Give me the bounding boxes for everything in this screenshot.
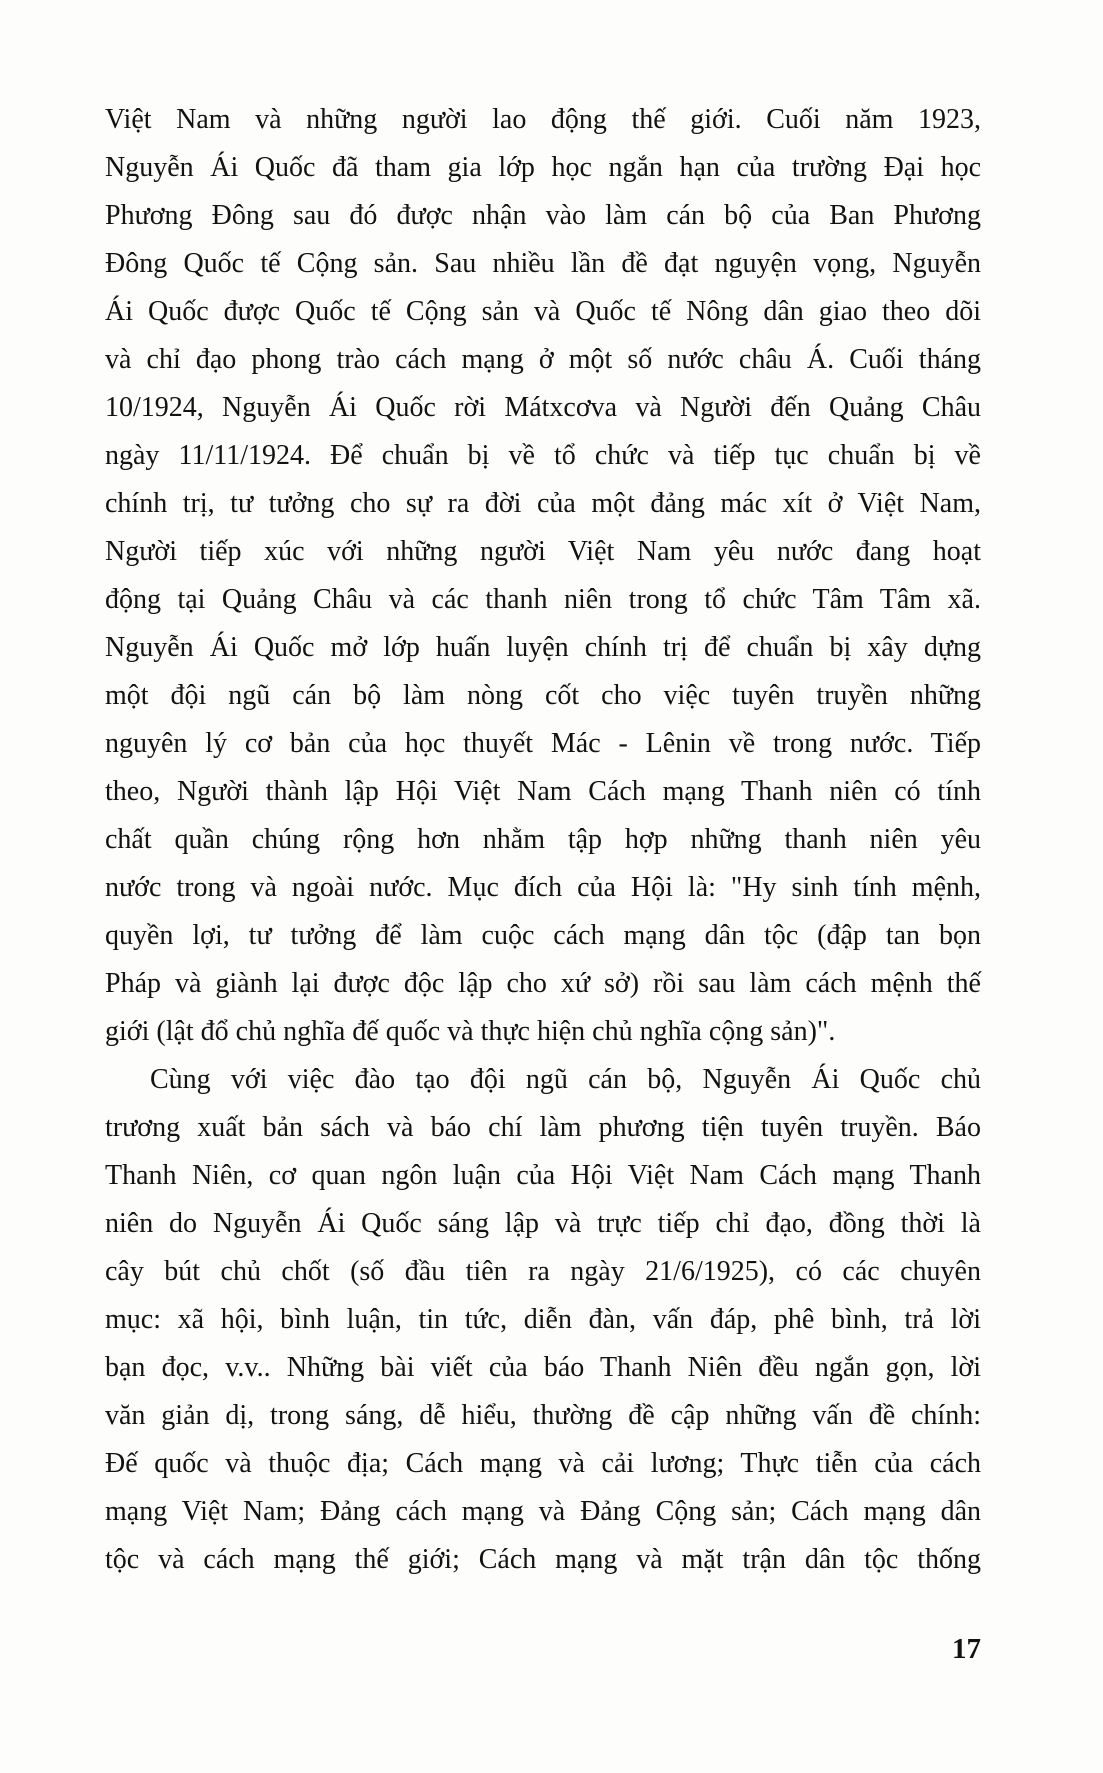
text-line: Phương Đông sau đó được nhận vào làm cán bộ của Ban Phương [105, 200, 981, 231]
text-line: Người tiếp xúc với những người Việt Nam yêu nước đang hoạt [105, 536, 981, 567]
text-line: và chỉ đạo phong trào cách mạng ở một số nước châu Á. Cuối tháng [105, 344, 981, 375]
text-line: Đông Quốc tế Cộng sản. Sau nhiều lần đề đạt nguyện vọng, Nguyễn [105, 248, 981, 279]
text-line: nước trong và ngoài nước. Mục đích của Hội là: "Hy sinh tính mệnh, [105, 872, 981, 903]
text-line: Thanh Niên, cơ quan ngôn luận của Hội Việt Nam Cách mạng Thanh [105, 1160, 981, 1191]
text-line: Ái Quốc được Quốc tế Cộng sản và Quốc tế Nông dân giao theo dõi [105, 296, 981, 327]
text-line: mạng Việt Nam; Đảng cách mạng và Đảng Cộng sản; Cách mạng dân [105, 1496, 981, 1527]
text-line: Việt Nam và những người lao động thế giới. Cuối năm 1923, [105, 104, 981, 135]
text-line: chất quần chúng rộng hơn nhằm tập hợp những thanh niên yêu [105, 824, 981, 855]
text-line: trương xuất bản sách và báo chí làm phương tiện tuyên truyền. Báo [105, 1112, 981, 1143]
text-line: cây bút chủ chốt (số đầu tiên ra ngày 21/6/1925), có các chuyên [105, 1256, 981, 1287]
text-line: quyền lợi, tư tưởng để làm cuộc cách mạng dân tộc (đập tan bọn [105, 920, 981, 951]
text-line: Pháp và giành lại được độc lập cho xứ sở) rồi sau làm cách mệnh thế [105, 968, 981, 999]
text-line: theo, Người thành lập Hội Việt Nam Cách mạng Thanh niên có tính [105, 776, 981, 807]
text-line: mục: xã hội, bình luận, tin tức, diễn đàn, vấn đáp, phê bình, trả lời [105, 1304, 981, 1335]
text-line: Cùng với việc đào tạo đội ngũ cán bộ, Nguyễn Ái Quốc chủ [150, 1064, 981, 1095]
text-line: Đế quốc và thuộc địa; Cách mạng và cải lương; Thực tiễn của cách [105, 1448, 981, 1479]
text-line: Nguyễn Ái Quốc đã tham gia lớp học ngắn hạn của trường Đại học [105, 152, 981, 183]
text-line: động tại Quảng Châu và các thanh niên trong tổ chức Tâm Tâm xã. [105, 584, 981, 615]
page-number: 17 [952, 1633, 981, 1665]
text-line: bạn đọc, v.v.. Những bài viết của báo Thanh Niên đều ngắn gọn, lời [105, 1352, 981, 1383]
text-line: niên do Nguyễn Ái Quốc sáng lập và trực tiếp chỉ đạo, đồng thời là [105, 1208, 981, 1239]
text-line: giới (lật đổ chủ nghĩa đế quốc và thực hiện chủ nghĩa cộng sản)". [105, 1016, 836, 1047]
text-line: tộc và cách mạng thế giới; Cách mạng và mặt trận dân tộc thống [105, 1544, 981, 1575]
body-text [105, 96, 981, 1584]
text-line: nguyên lý cơ bản của học thuyết Mác - Lênin về trong nước. Tiếp [105, 728, 981, 759]
text-line: chính trị, tư tưởng cho sự ra đời của một đảng mác xít ở Việt Nam, [105, 488, 981, 519]
text-line: Nguyễn Ái Quốc mở lớp huấn luyện chính trị để chuẩn bị xây dựng [105, 632, 981, 663]
text-line: 10/1924, Nguyễn Ái Quốc rời Mátxcơva và Người đến Quảng Châu [105, 392, 981, 423]
text-line: ngày 11/11/1924. Để chuẩn bị về tổ chức và tiếp tục chuẩn bị về [105, 440, 981, 471]
text-line: một đội ngũ cán bộ làm nòng cốt cho việc tuyên truyền những [105, 680, 981, 711]
text-line: văn giản dị, trong sáng, dễ hiểu, thường đề cập những vấn đề chính: [105, 1400, 981, 1431]
